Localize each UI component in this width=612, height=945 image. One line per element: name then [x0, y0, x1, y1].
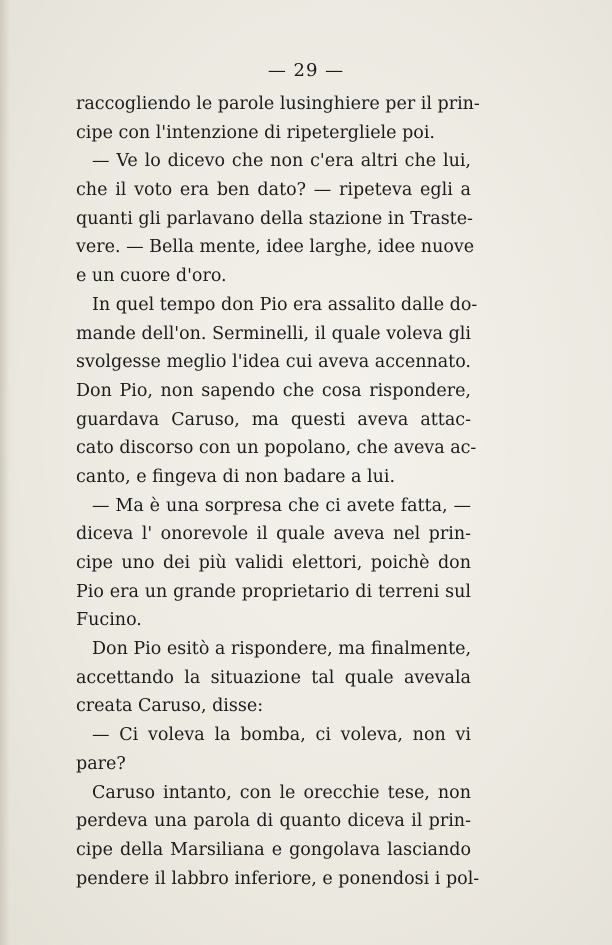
- text-line: canto, e fingeva di non badare a lui.: [76, 466, 396, 487]
- text-line: Don Pio esitò a rispondere, ma finalmente,: [92, 639, 472, 660]
- text-line: che il voto era ben dato? — ripeteva egli a: [76, 180, 471, 201]
- text-line: Caruso intanto, con le orecchie tese, non: [92, 782, 471, 803]
- text-line: cato discorso con un popolano, che aveva ac-: [76, 438, 477, 459]
- text-line: cipe con l'intenzione di ripetergliele poi.: [76, 122, 435, 143]
- text-line: e un cuore d'oro.: [76, 266, 227, 287]
- text-line: pare?: [76, 753, 126, 774]
- text-line: In quel tempo don Pio era assalito dalle do-: [92, 294, 478, 315]
- text-line: mande dell'on. Serminelli, il quale voleva gli: [76, 323, 471, 344]
- text-line: raccogliendo le parole lusinghiere per il prin-: [76, 94, 480, 114]
- text-line: pendere il labbro inferiore, e ponendosi i pol-: [76, 868, 480, 889]
- text-line: cipe della Marsiliana e gongolava lasciando: [76, 839, 471, 860]
- text-line: cipe uno dei più validi elettori, poichè don: [76, 553, 471, 573]
- text-line: Don Pio, non sapendo che cosa rispondere,: [76, 380, 471, 401]
- text-line: guardava Caruso, ma questi aveva attac-: [76, 409, 471, 430]
- text-line: quanti gli parlavano della stazione in Traste-: [76, 208, 473, 229]
- text-line: perdeva una parola di quanto diceva il prin-: [76, 811, 471, 832]
- text-line: — Ma è una sorpresa che ci avete fatta, —: [92, 495, 471, 516]
- text-line: Pio era un grande proprietario di terreni sul: [76, 581, 471, 602]
- text-line: diceva l' onorevole il quale aveva nel prin-: [76, 524, 471, 545]
- text-line: creata Caruso, disse:: [76, 696, 264, 717]
- text-line: — Ve lo dicevo che non c'era altri che lui,: [92, 151, 471, 172]
- text-line: Fucino.: [76, 610, 142, 631]
- text-line: — Ci voleva la bomba, ci voleva, non vi: [92, 725, 471, 746]
- page-number: — 29 —: [267, 60, 345, 81]
- text-line: svolgesse meglio l'idea cui aveva accennato.: [76, 352, 471, 373]
- body-text: [76, 90, 480, 893]
- text-line: vere. — Bella mente, idee larghe, idee nuove: [76, 237, 475, 258]
- text-line: accettando la situazione tal quale avevala: [76, 667, 471, 688]
